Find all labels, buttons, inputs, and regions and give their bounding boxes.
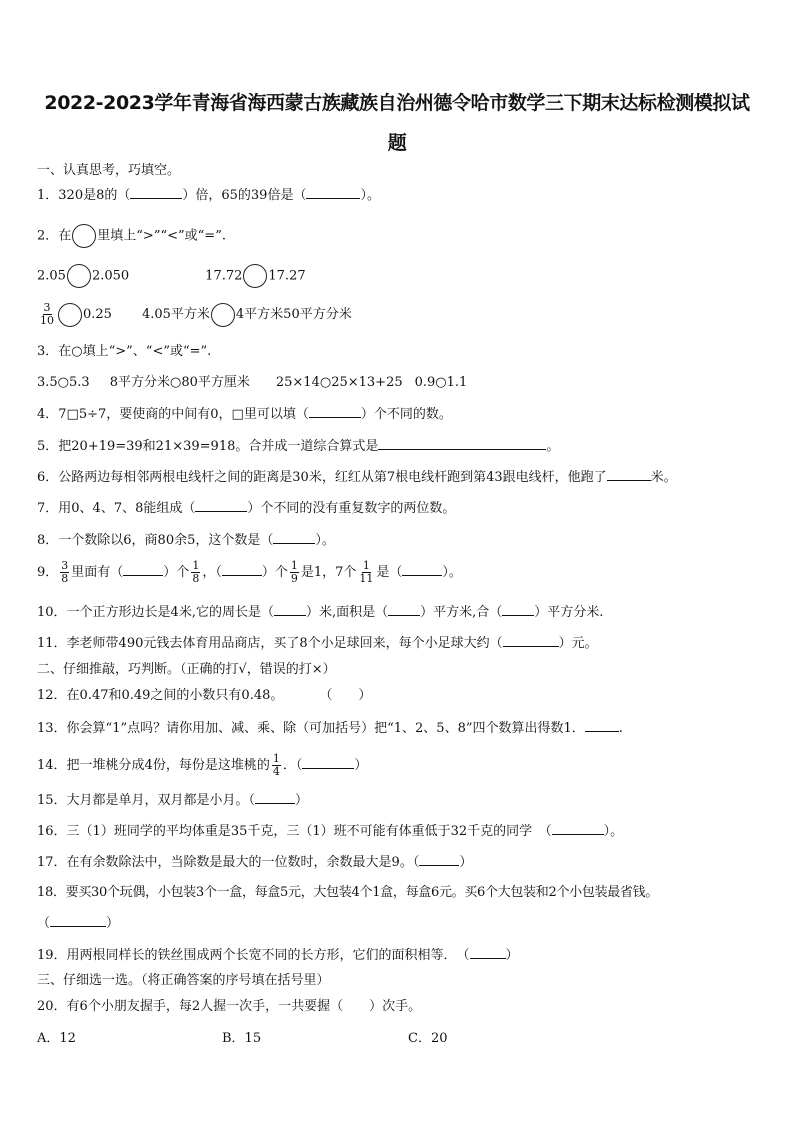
q9-text-g: ）。 bbox=[442, 565, 462, 580]
q2-r2-c: 4.05平方米 bbox=[141, 307, 210, 322]
q15-text-a: 15．大月都是单月，双月都是小月。（ bbox=[37, 793, 256, 808]
q9-fraction-2: $\frac{1}{8}$ bbox=[192, 559, 200, 585]
q1-text-c: ）。 bbox=[360, 188, 380, 203]
question-1 bbox=[37, 186, 380, 205]
question-14 bbox=[37, 753, 367, 778]
q9-text-d: ）个 bbox=[261, 565, 288, 580]
question-20: 20．有6个小朋友握手，每2人握一次手，一共要握（ ）次手。 bbox=[37, 999, 422, 1014]
question-3: 3．在○填上“>”、“<”或“=”. bbox=[37, 344, 212, 359]
q9-lead: 9． bbox=[37, 565, 59, 580]
q1-blank-1[interactable] bbox=[130, 186, 182, 199]
q10-text-c: ）平方米,合（ bbox=[420, 605, 503, 620]
question-2 bbox=[37, 224, 226, 248]
page-title-line2: 题 bbox=[387, 132, 407, 154]
q9-blank-1[interactable] bbox=[123, 563, 163, 576]
question-19 bbox=[37, 946, 519, 965]
question-2-row-1 bbox=[37, 264, 306, 288]
q9-text-f: 是（ bbox=[376, 565, 403, 580]
q2-r2-d: 4平方米50平方分米 bbox=[235, 307, 352, 322]
q3-item-c: 25×14○25×13+25 bbox=[275, 375, 403, 390]
q10-blank-2[interactable] bbox=[388, 603, 420, 616]
q14-text-a: 14．把一堆桃分成4份，每份是这堆桃的 bbox=[37, 758, 270, 773]
q10-text-d: ）平方分米. bbox=[534, 605, 604, 620]
q9-fraction-4: $\frac{1}{11}$ bbox=[359, 559, 374, 585]
q4-text-a: 4．7□5÷7，要使商的中间有0，□里可以填（ bbox=[37, 407, 309, 422]
question-8 bbox=[37, 531, 335, 550]
option-b[interactable]: B．15 bbox=[222, 1031, 262, 1046]
q8-blank[interactable] bbox=[273, 531, 315, 544]
section-heading-2: 二、仔细推敲，巧判断。（正确的打√，错误的打×） bbox=[37, 662, 336, 677]
question-18 bbox=[37, 884, 658, 902]
question-18-answer bbox=[37, 914, 119, 933]
q15-blank[interactable] bbox=[255, 791, 295, 804]
q8-text-a: 8．一个数除以6，商80余5，这个数是（ bbox=[37, 533, 274, 548]
q11-text-a: 11．李老师带490元钱去体育用品商店，买了8个小足球回来，每个小足球大约（ bbox=[37, 636, 503, 651]
question-2-row-2 bbox=[37, 302, 352, 327]
q18-text-a: 18．要买30个玩偶，小包装3个一盒，每盒5元，大包装4个1盒，每盒6元。买6个大包装和2个小包装最省钱。 bbox=[37, 885, 659, 900]
question-7 bbox=[37, 499, 455, 518]
question-10 bbox=[37, 603, 603, 622]
q18-text-b: （ bbox=[37, 916, 51, 931]
q19-text-a: 19．用两根同样长的铁丝围成两个长宽不同的长方形，它们的面积相等． （ bbox=[37, 948, 470, 963]
q16-blank[interactable] bbox=[552, 822, 604, 835]
q17-blank[interactable] bbox=[419, 853, 459, 866]
q2-r1-d: 17.27 bbox=[268, 268, 306, 284]
q6-blank[interactable] bbox=[607, 468, 651, 481]
q2-tail: 里填上“>”“<”或“=”. bbox=[97, 228, 226, 244]
q5-text-a: 5．把20+19=39和21×39=918。合并成一道综合算式是 bbox=[37, 439, 379, 454]
q1-text-b: ）倍，65的39倍是（ bbox=[182, 188, 307, 203]
question-13 bbox=[37, 719, 623, 738]
q19-text-b: ） bbox=[505, 948, 519, 963]
q9-blank-2[interactable] bbox=[222, 563, 262, 576]
q11-blank[interactable] bbox=[503, 634, 559, 647]
q3-item-d: 0.9○1.1 bbox=[414, 375, 468, 390]
question-11 bbox=[37, 634, 598, 653]
q2-fraction: $\frac{3}{10}$ bbox=[40, 301, 54, 327]
question-17 bbox=[37, 853, 472, 872]
question-6 bbox=[37, 468, 677, 487]
q9-text-a: 里面有（ bbox=[71, 565, 124, 580]
q1-text-a: 1．320是8的（ bbox=[37, 188, 131, 203]
q7-text-a: 7．用0、4、7、8能组成（ bbox=[37, 501, 196, 516]
q18-text-c: ） bbox=[106, 916, 120, 931]
q1-blank-2[interactable] bbox=[306, 186, 360, 199]
q7-text-b: ）个不同的没有重复数字的两位数。 bbox=[247, 501, 456, 516]
question-16 bbox=[37, 822, 623, 841]
q2-circle-4[interactable] bbox=[211, 303, 235, 327]
q10-text-b: ）米,面积是（ bbox=[305, 605, 389, 620]
q5-text-b: 。 bbox=[546, 439, 560, 454]
q9-fraction-1: $\frac{3}{8}$ bbox=[61, 559, 69, 585]
q3-item-a: 3.5○5.3 bbox=[37, 375, 90, 390]
q12-answer-paren[interactable]: （ ） bbox=[319, 688, 372, 703]
section-heading-1: 一、认真思考，巧填空。 bbox=[37, 163, 181, 178]
q13-text-a: 13．你会算“1”点吗？请你用加、减、乘、除（可加括号）把“1、2、5、8”四个数算出得数1． bbox=[37, 721, 585, 736]
q18-blank[interactable] bbox=[50, 914, 106, 927]
question-15 bbox=[37, 791, 308, 810]
q10-text-a: 10．一个正方形边长是4米,它的周长是（ bbox=[37, 605, 274, 620]
question-5 bbox=[37, 437, 559, 456]
q2-r2-b: 0.25 bbox=[83, 307, 112, 322]
q16-text-a: 16．三（1）班同学的平均体重是35千克，三（1）班不可能有体重低于32千克的同学 （ bbox=[37, 824, 552, 839]
q9-text-c: ，（ bbox=[202, 565, 222, 580]
q6-text-a: 6．公路两边每相邻两根电线杆之间的距离是30米，红红从第7根电线杆跑到第43跟电线杆，他跑了 bbox=[37, 470, 607, 485]
q14-text-b: ．（ bbox=[282, 758, 303, 773]
section-heading-3: 三、仔细选一选。（将正确答案的序号填在括号里） bbox=[37, 973, 330, 988]
q9-text-b: ）个 bbox=[163, 565, 190, 580]
q2-circle-1[interactable] bbox=[67, 264, 91, 288]
q4-text-b: ）个不同的数。 bbox=[360, 407, 452, 422]
q16-text-b: ）。 bbox=[603, 824, 624, 839]
q2-r1-a: 2.05 bbox=[37, 268, 66, 284]
question-9 bbox=[37, 560, 462, 585]
question-12 bbox=[37, 687, 371, 705]
question-4 bbox=[37, 405, 452, 424]
q2-r1-c: 17.72 bbox=[205, 268, 243, 284]
q2-head: 2．在 bbox=[37, 228, 72, 244]
q14-fraction: $\frac{1}{4}$ bbox=[272, 752, 280, 778]
q3-item-b: 8平方分米○80平方厘米 bbox=[109, 375, 250, 390]
q19-blank[interactable] bbox=[470, 946, 506, 959]
q13-text-b: . bbox=[618, 721, 623, 736]
q9-text-e: 是1，7个 bbox=[300, 565, 357, 580]
q13-blank[interactable] bbox=[585, 719, 619, 732]
q14-text-c: ） bbox=[354, 758, 368, 773]
q5-blank[interactable] bbox=[378, 437, 546, 450]
q4-blank[interactable] bbox=[309, 405, 361, 418]
q8-text-b: ）。 bbox=[315, 533, 335, 548]
q15-text-b: ） bbox=[295, 793, 309, 808]
q14-blank[interactable] bbox=[302, 756, 354, 769]
q17-text-a: 17．在有余数除法中，当除数是最大的一位数时，余数最大是9。（ bbox=[37, 855, 420, 870]
q12-text-a: 12．在0.47和0.49之间的小数只有0.48。 bbox=[37, 688, 284, 703]
q2-r1-b: 2.050 bbox=[91, 268, 130, 284]
q2-circle-3[interactable] bbox=[58, 303, 82, 327]
q6-text-b: 米。 bbox=[650, 470, 677, 485]
option-a[interactable]: A．12 bbox=[37, 1031, 76, 1046]
q9-fraction-3: $\frac{1}{9}$ bbox=[290, 559, 298, 585]
option-c[interactable]: C．20 bbox=[408, 1031, 448, 1046]
q2-circle-example bbox=[72, 224, 96, 248]
q17-text-b: ） bbox=[459, 855, 473, 870]
q2-circle-2[interactable] bbox=[243, 264, 267, 288]
q10-blank-3[interactable] bbox=[502, 603, 534, 616]
page-title-line1: 2022-2023学年青海省海西蒙古族藏族自治州德令哈市数学三下期末达标检测模拟试 bbox=[44, 92, 750, 114]
question-3-items bbox=[37, 374, 467, 392]
q10-blank-1[interactable] bbox=[274, 603, 306, 616]
q9-blank-3[interactable] bbox=[402, 563, 442, 576]
q7-blank[interactable] bbox=[195, 499, 247, 512]
q11-text-b: ）元。 bbox=[558, 636, 598, 651]
